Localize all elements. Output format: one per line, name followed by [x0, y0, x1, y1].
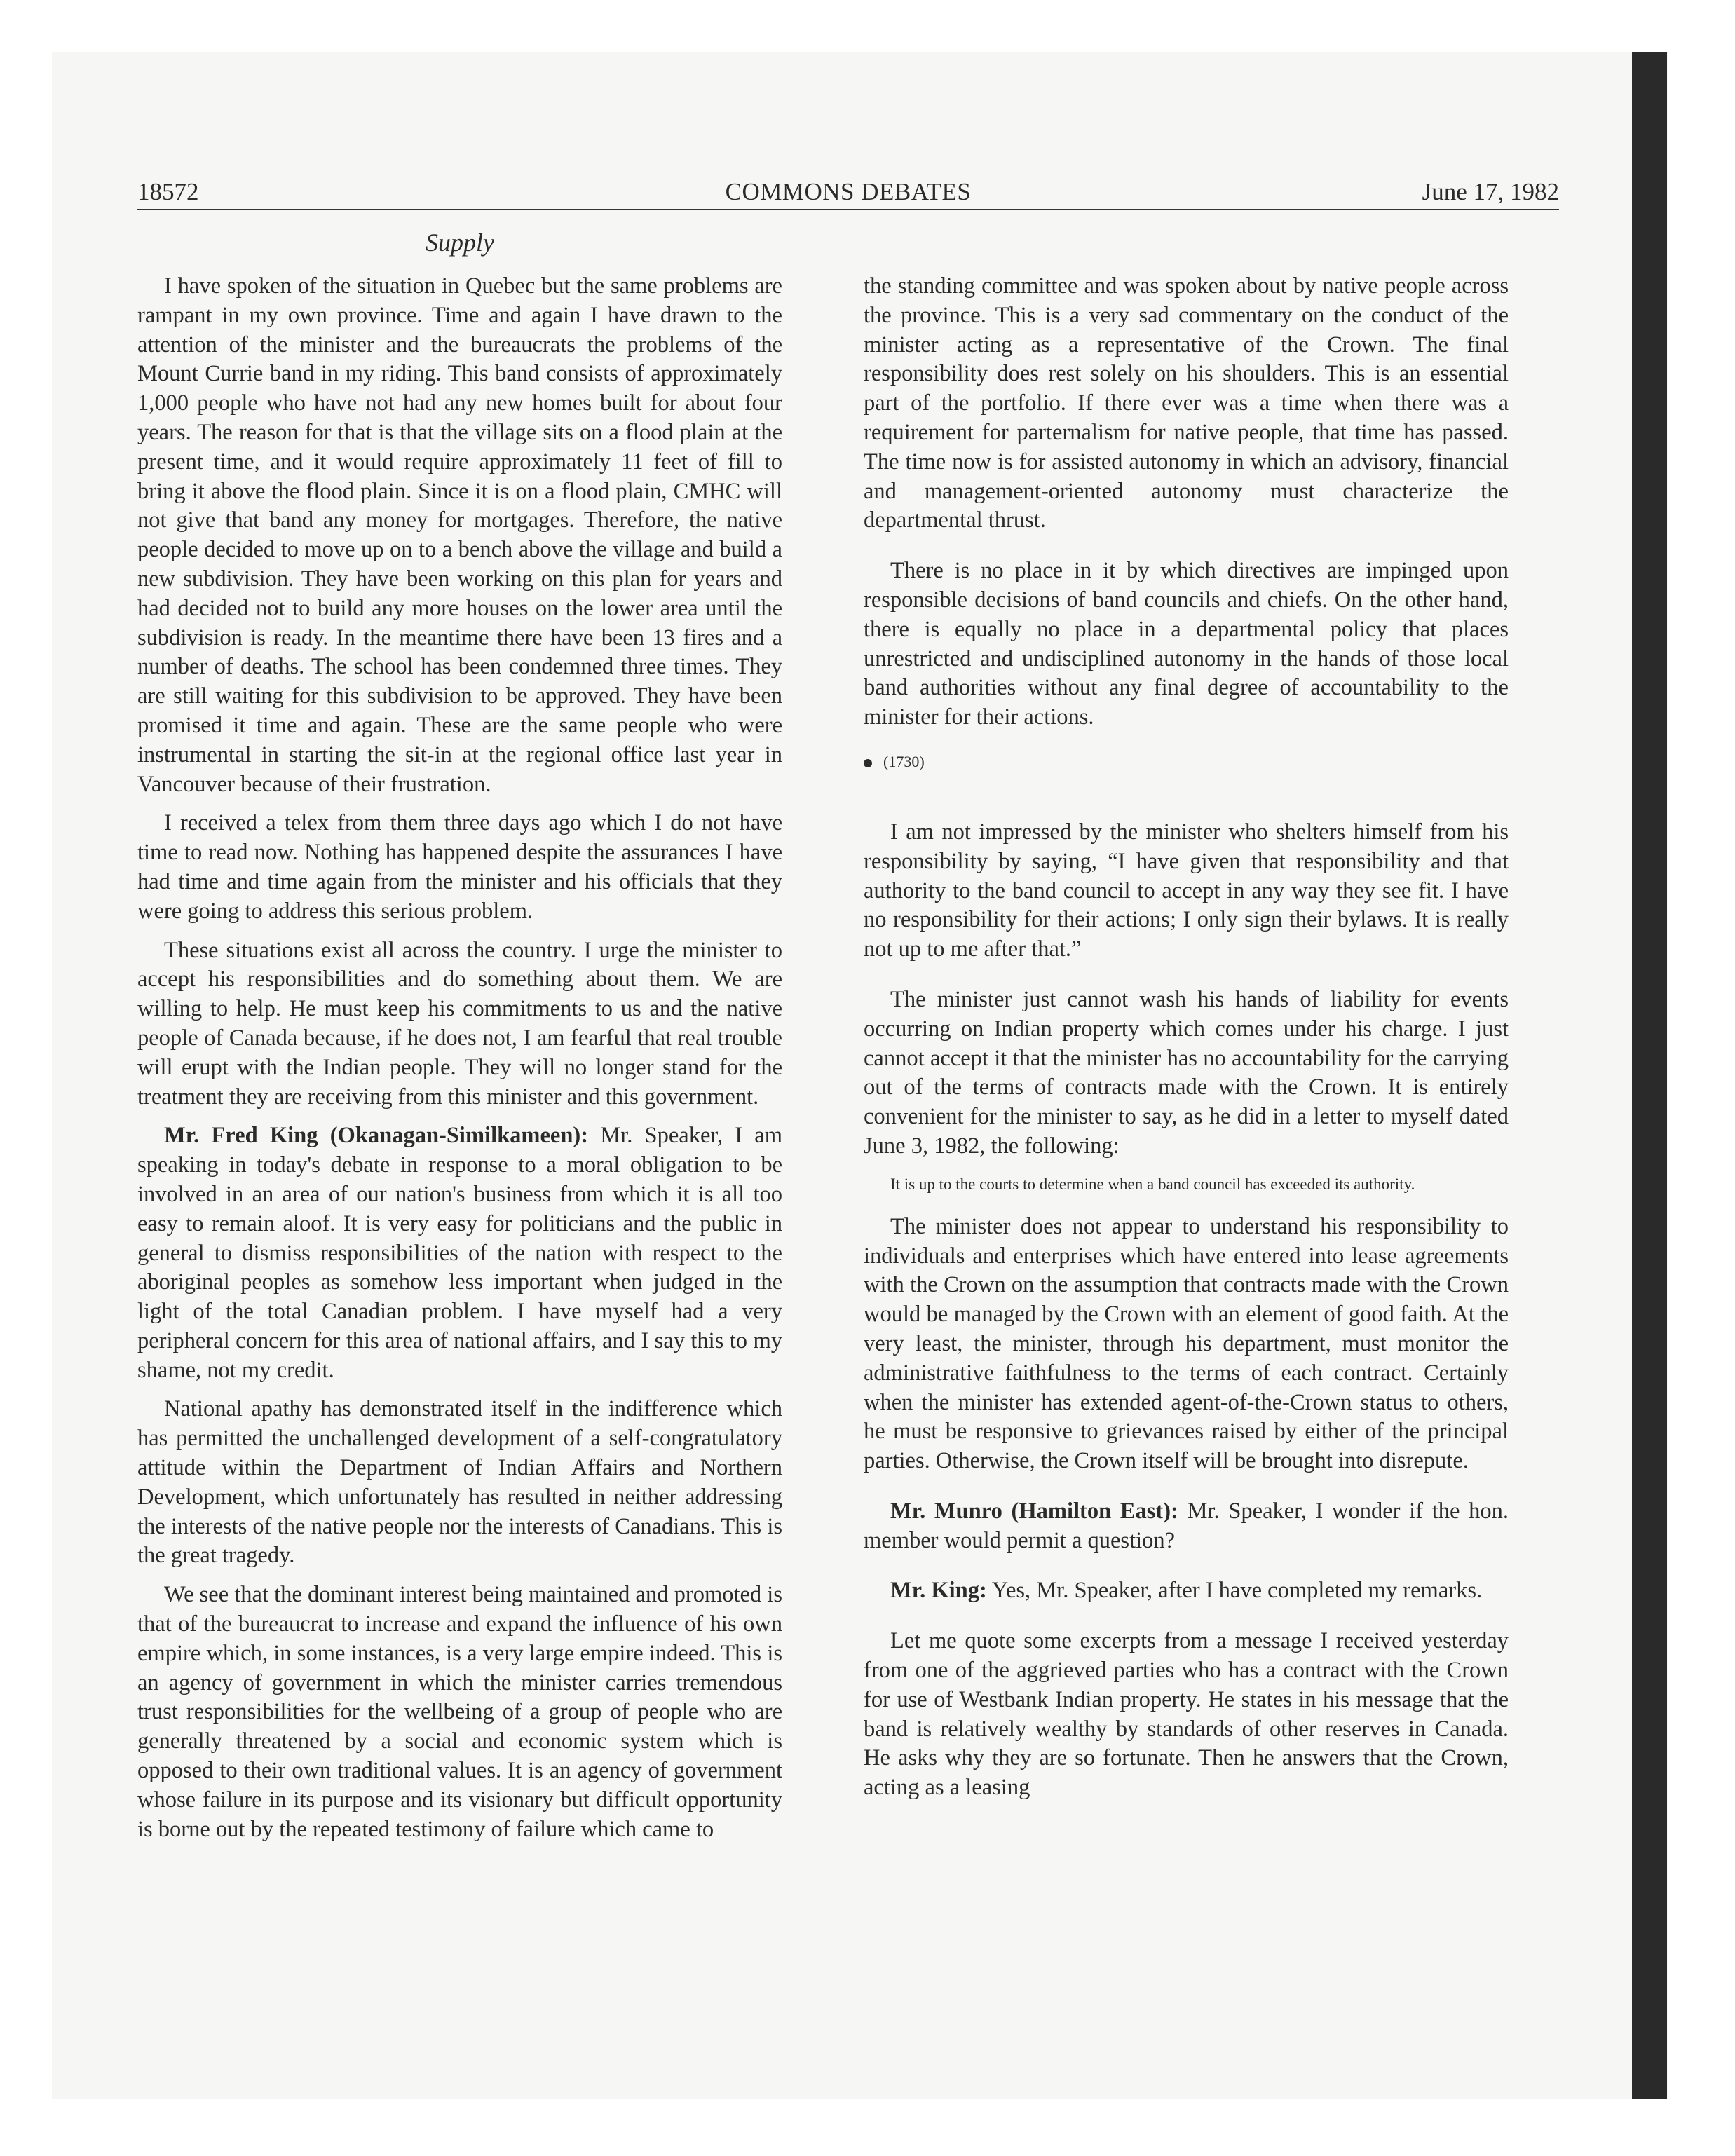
- right-column: [864, 272, 1509, 1813]
- speaker-name: Mr. Fred King (Okanagan-Similkameen):: [164, 1123, 589, 1149]
- paragraph: The minister just cannot wash his hands of liability for events occurring on Indian property which comes under his charge. I just cannot accept it that the minister has no accountability for the carrying out of the terms of contracts made with the Crown. It is entirely convenient for the minister to say, as he did in a letter to myself dated June 3, 1982, the following:: [864, 986, 1509, 1159]
- block-quote: It is up to the courts to determine when a band council has exceeded its authority.: [890, 1175, 1415, 1193]
- paragraph: I am not impressed by the minister who shelters himself from his responsibility by saying, “I have given that responsibility and that authority to the band council to accept in any way they see fit. I have no responsibility for their actions; I only sign their bylaws. It is really not up to me after that.”: [864, 819, 1509, 962]
- paragraph: These situations exist all across the country. I urge the minister to accept his responsibilities and do something about them. We are willing to help. He must keep his commitments to us and the native people of Canada because, if he does not, I am fearful that real trouble will erupt with the Indian people. They will no longer stand for the treatment they are receiving from this minister and this government.: [137, 937, 782, 1110]
- paragraph: National apathy has demonstrated itself in the indifference which has permitted the unchallenged development of a self-congratulatory attitude within the Department of Indian Affairs and Northern Development, which unfortunately has resulted in neither addressing the interests of the native people nor the interests of Canadians. This is the great tragedy.: [137, 1396, 782, 1569]
- time-marker: [864, 748, 1509, 776]
- bullet-icon: [864, 759, 872, 767]
- paragraph: The minister does not appear to understand his responsibility to individuals and enterprises which have entered into lease agreements with the Crown on the assumption that contracts made with the Crown would be managed by the Crown with an element of good faith. At the very least, the minister, through his department, must monitor the administrative faithfulness to the terms of each contract. Certainly when the minister has extended agent-of-the-Crown status to others, he must be responsive to grievances raised by either of the principal parties. Otherwise, the Crown itself will be brought into disrepute.: [864, 1213, 1509, 1474]
- running-header: [137, 178, 1559, 210]
- paragraph: Let me quote some excerpts from a message I received yesterday from one of the aggrieved parties who has a contract with the Crown for use of Westbank Indian property. He states in his message that the band is relatively wealthy by standards of other reserves in Canada. He asks why they are so fortunate. Then he answers that the Crown, acting as a leasing: [864, 1628, 1509, 1801]
- speech-paragraph: [864, 1497, 1509, 1556]
- paragraph: There is no place in it by which directives are impinged upon responsible decisions of band councils and chiefs. On the other hand, there is equally no place in a departmental policy that places unrestricted and undisciplined autonomy in the hands of those local band authorities without any final degree of accountability to the minister for their actions.: [864, 558, 1509, 730]
- speech-paragraph: [137, 1121, 782, 1385]
- time-marker-text: (1730): [883, 752, 925, 770]
- paragraph: I have spoken of the situation in Quebec but the same problems are rampant in my own province. Time and again I have drawn to the attention of the minister and the bureaucrats the problems of the Mount Currie band in my riding. This band consists of approximately 1,000 people who have not had any new homes built for about four years. The reason for that is that the village sits on a flood plain at the present time, and it would require approximately 11 feet of fill to bring it above the flood plain. Since it is on a flood plain, CMHC will not give that band any money for mortgages. Therefore, the native people decided to move up on to a bench above the village and build a new subdivision. They have been working on this plan for years and had decided not to build any more houses on the lower area until the subdivision is ready. In the meantime there have been 13 fires and a number of deaths. The school has been condemned three times. They are still waiting for this subdivision to be approved. They have been promised it time and again. These are the same people who were instrumental in starting the sit-in at the regional office last year in Vancouver because of their frustration.: [137, 273, 782, 797]
- section-title: Supply: [426, 228, 494, 257]
- speaker-name: Mr. King:: [890, 1578, 987, 1604]
- journal-title: COMMONS DEBATES: [725, 178, 972, 205]
- speech-paragraph: [864, 1576, 1509, 1606]
- speaker-name: Mr. Munro (Hamilton East):: [890, 1498, 1178, 1524]
- speech-text: Mr. Speaker, I am speaking in today's debate in response to a moral obligation to be involved in an area of our nation's business from which it is all too easy to remain aloof. It is very easy for politicians and the public in general to dismiss responsibilities of the nation with respect to the aboriginal peoples as somehow less important when judged in the light of the total Canadian problem. I have myself had a very peripheral concern for this area of national affairs, and I say this to my shame, not my credit.: [137, 1123, 783, 1383]
- speech-text: Yes, Mr. Speaker, after I have completed my remarks.: [986, 1578, 1483, 1604]
- page-number: 18572: [137, 178, 199, 205]
- left-column: [137, 272, 782, 1854]
- paragraph: I received a telex from them three days ago which I do not have time to read now. Nothing has happened despite the assurances I have had time and time again from the minister and his officials that they were going to address this serious problem.: [137, 810, 782, 924]
- speech-text: Mr. Speaker, I wonder if the hon. member would permit a question?: [864, 1498, 1509, 1553]
- document-page: [137, 178, 1559, 1842]
- paragraph: the standing committee and was spoken about by native people across the province. This is a very sad commentary on the conduct of the minister acting as a representative of the Crown. The final responsibility does rest solely on his shoulders. This is an essential part of the portfolio. If there ever was a time when there was a requirement for parternalism for native people, that time has passed. The time now is for assisted autonomy in which an advisory, financial and management-oriented autonomy must characterize the departmental thrust.: [864, 273, 1509, 533]
- paragraph: We see that the dominant interest being maintained and promoted is that of the bureaucrat to increase and expand the influence of his own empire which, in some instances, is a very large empire indeed. This is an agency of government in which the minister carries tremendous trust responsibilities for the wellbeing of a group of people who are generally threatened by a social and economic system which is opposed to their own traditional values. It is an agency of government whose failure in its purpose and its visionary but difficult opportunity is borne out by the repeated testimony of failure which came to: [137, 1582, 782, 1842]
- scan-binding-edge: [1632, 52, 1667, 2099]
- issue-date: June 17, 1982: [1422, 178, 1559, 205]
